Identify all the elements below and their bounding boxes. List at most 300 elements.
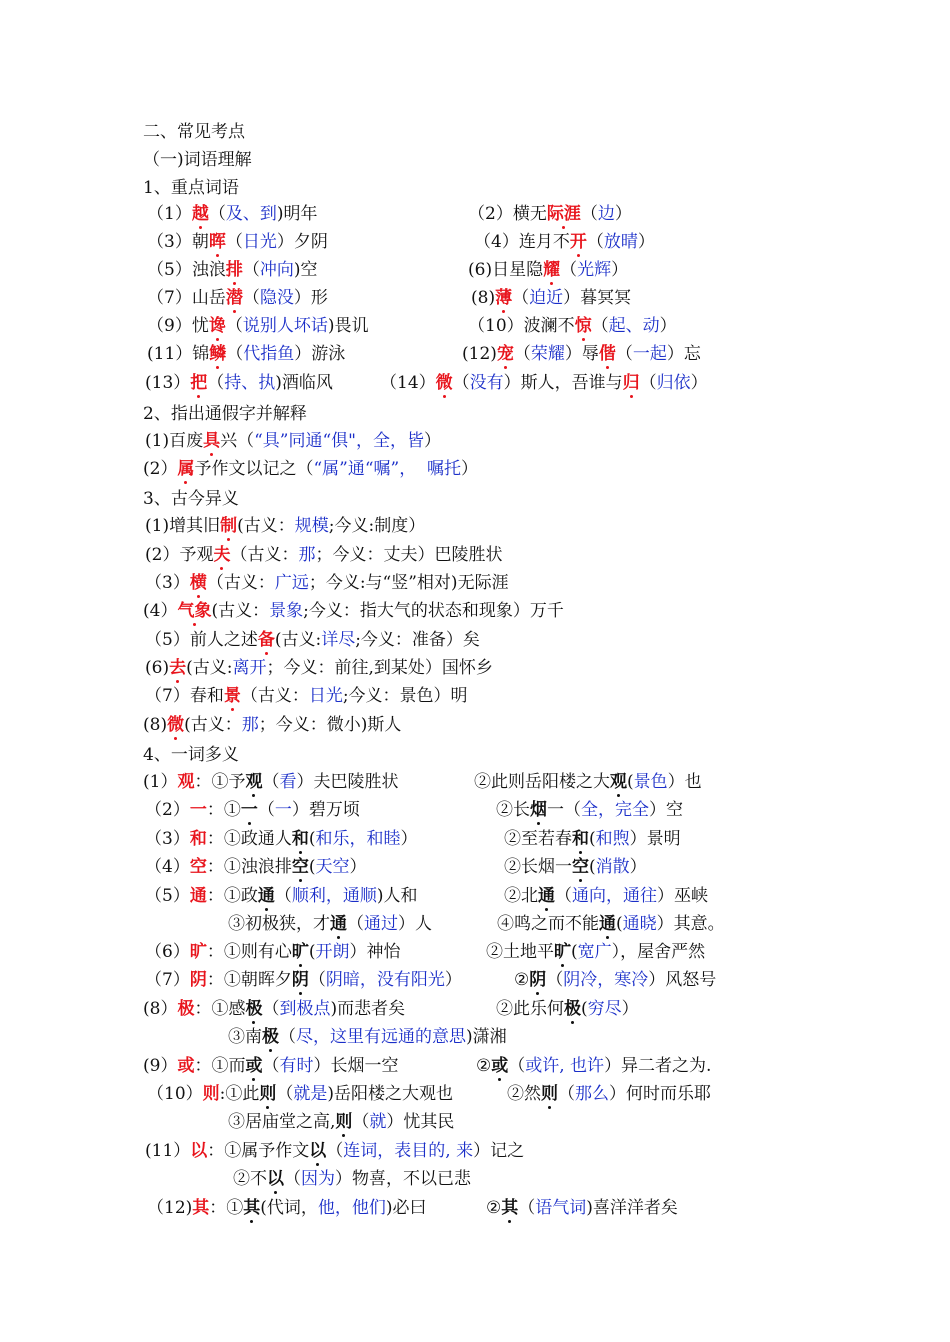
text-line [143,998,405,1020]
line-text: ( [616,914,623,934]
key-word: 鳞 [209,344,227,364]
key-word: 际涯 [546,204,581,224]
key-word-instance: 极 [564,999,581,1019]
line-text: （7） [145,970,190,990]
line-text: ：①朝晖夕 [206,970,292,990]
line-text: ：① [209,1198,244,1218]
line-text: ( [581,999,588,1019]
definition-text: “属”通“嘱”， 嘱托 [313,459,462,479]
definition-text: 语气词 [535,1198,587,1218]
text-line [504,856,647,878]
text-line [143,600,564,622]
text-line [145,572,509,594]
line-text: ）物喜，不以已悲 [335,1169,471,1189]
definition-text: 广远 [274,573,309,593]
line-text: )喜洋洋者矣 [586,1198,678,1218]
line-text: ；今义：丈夫）巴陵胜状 [315,545,503,565]
line-text: ：① [206,800,241,820]
definition-text: 或许, 也许 [525,1056,605,1076]
line-text: (6) [145,658,170,678]
line-text: ）长烟一空 [313,1056,399,1076]
definition-text: 迫近 [529,288,564,308]
line-text: ：①感 [194,999,246,1019]
key-word: 其 [192,1198,210,1218]
text-line [145,941,400,963]
text-line [147,259,317,281]
definition-text: 有时 [279,1056,314,1076]
line-text: （ [276,1084,294,1104]
text-line [474,771,702,793]
line-text: （5）浊浪 [147,260,226,280]
line-text: ②至若春 [504,829,572,849]
line-text: （ [225,316,243,336]
line-text: ③初极狭，才 [228,914,330,934]
line-text: :①此 [219,1084,260,1104]
line-text: ）神怡 [349,942,401,962]
key-word: 一 [189,800,207,820]
definition-text: 一 [274,800,292,820]
line-text: ）记之 [473,1141,525,1161]
line-text: (4） [143,601,178,621]
line-text: )岳阳楼之大观也 [327,1084,454,1104]
line-text: （9）忧 [147,316,209,336]
definition-text: 看 [279,772,297,792]
definition-text: “具”同通“俱"，全，皆 [254,431,424,451]
line-text: )酒临风 [275,373,333,393]
line-text: ;今义：指大气的状态和现象）万千 [303,601,564,621]
line-text: ( [571,942,578,962]
definition-text: 冲向 [259,260,294,280]
definition-text: 离开 [232,658,267,678]
key-word-instance: 空 [572,857,589,877]
line-text: （ [639,373,657,393]
line-text: ） [424,431,441,451]
key-word-instance: 和 [572,829,589,849]
line-text: (古义： [184,715,242,735]
text-line [380,372,708,394]
key-word: 观 [177,772,195,792]
line-text: )潇湘 [466,1027,507,1047]
line-text: (2）予观 [145,545,214,565]
line-text: )而悲者矣 [330,999,406,1019]
text-line [145,544,502,566]
text-line [143,403,307,425]
line-text: ( [589,857,596,877]
line-text: ；今义：前往,到某处）国怀乡 [266,658,493,678]
key-word-instance: 以 [267,1169,284,1189]
line-text: （3） [145,573,190,593]
definition-text: 边 [597,204,615,224]
key-word-instance: 以 [309,1141,327,1161]
line-text: ）辱 [564,344,599,364]
line-text: ( [308,829,316,849]
line-text: （5） [145,886,190,906]
text-line [496,799,683,821]
line-text: ）风怒号 [648,970,717,990]
line-text: 予作文以记之（ [194,459,314,479]
line-text: ：①属予作文 [207,1141,310,1161]
key-word: 夫 [213,545,231,565]
text-line [486,941,705,963]
line-text: ） [690,373,708,393]
text-line [147,203,317,225]
definition-text: 通晓 [622,914,657,934]
key-word: 旷 [189,942,207,962]
line-text: （ [555,886,572,906]
line-text: ） [614,204,632,224]
line-text: ③居庙堂之高, [228,1112,336,1132]
definition-text: 日光 [308,686,343,706]
definition-text: 和煦 [595,829,630,849]
key-word: 空 [189,857,207,877]
line-text: （ [262,999,280,1019]
text-line [471,287,631,309]
key-word: 以 [190,1141,208,1161]
key-word: 阴 [189,970,207,990]
line-text: （ [347,914,364,934]
line-text: ）空 [649,800,683,820]
key-word: 偕 [598,344,616,364]
line-text: ）人 [398,914,432,934]
text-line [468,203,632,225]
text-line [486,1197,678,1219]
line-text: 二、常见考点 [143,122,245,142]
definition-text: 光辉 [577,260,612,280]
line-text: （2） [145,800,190,820]
line-text: 一（ [547,800,581,820]
key-word: 微 [167,715,185,735]
line-text: ：①而 [194,1056,246,1076]
line-text: （14） [380,373,436,393]
line-text: )明年 [276,204,318,224]
definition-text: 荣耀 [530,344,565,364]
key-word-instance: 通 [538,886,555,906]
key-word: 排 [225,260,243,280]
line-text: 4、一词多义 [143,745,239,765]
definition-text: 因为 [301,1169,335,1189]
text-line [143,149,252,171]
key-word: 谗 [208,316,226,336]
line-text: ④鸣之而不能 [497,914,599,934]
definition-text: 到极点 [279,999,331,1019]
line-text: (11）锦 [147,344,210,364]
line-text: (8) [143,715,168,735]
definition-text: 宽广 [577,942,612,962]
line-text: （ [546,970,564,990]
definition-text: 一起 [632,344,667,364]
definition-text: 持、执 [224,373,276,393]
key-word-instance: 烟 [530,800,547,820]
key-word: 气象 [177,601,212,621]
key-word: 归 [622,373,640,393]
key-word: 通 [189,886,207,906]
key-word-instance: 则 [335,1112,353,1132]
line-text: （ [226,344,244,364]
line-text: ;今义：景色）明 [342,686,468,706]
text-line [145,657,493,679]
definition-text: 说别人坏话 [242,316,328,336]
line-text: （ [615,344,633,364]
line-text: （ [279,1027,296,1047]
line-text: （10） [147,1084,203,1104]
key-word-instance: 通 [330,914,347,934]
text-line [145,372,333,394]
line-text: ）夕阴 [276,232,328,252]
line-text: （1） [147,204,192,224]
definition-text: 顺利，通顺 [291,886,377,906]
line-text: ：①则有心 [206,942,292,962]
text-line [147,315,368,337]
definition-text: 通过 [364,914,398,934]
line-text: ( [627,772,634,792]
key-word: 微 [435,373,453,393]
text-line [145,799,360,821]
line-text: ）忧其民 [386,1112,455,1132]
text-line [143,177,239,199]
key-word: 制 [220,516,238,536]
definition-text: 天空 [315,857,350,877]
key-word-instance: 或 [245,1056,263,1076]
line-text: ②长烟一 [504,857,572,877]
definition-text: 隐没 [259,288,294,308]
line-text: （ [580,204,598,224]
line-text: ），屋舍严然 [611,942,706,962]
line-text: （3）朝 [147,232,209,252]
line-text: (古义: [274,630,322,650]
key-word-instance: 通 [257,886,275,906]
key-word: 或 [177,1056,195,1076]
line-text: ② [476,1056,492,1076]
line-text: 3、古今异义 [143,489,239,509]
line-text: （ [352,1112,370,1132]
key-word-instance: 则 [259,1084,277,1104]
definition-text: 代指鱼 [243,344,295,364]
line-text: （4） [145,857,190,877]
text-line [145,430,441,452]
line-text: (古义： [237,516,295,536]
line-text: ；今义：微小)斯人 [258,715,402,735]
line-text: 兴（ [220,431,255,451]
line-text: ( [589,829,596,849]
text-line [476,1055,711,1077]
definition-text: 和乐，和睦 [315,829,401,849]
line-text: （ [242,260,260,280]
text-line [514,969,716,991]
key-word-instance: 通 [599,914,616,934]
line-text: ） [621,999,639,1019]
definition-text: 详尽 [321,630,356,650]
key-word: 潜 [225,288,243,308]
text-line [474,231,655,253]
line-text: (6)日星隐 [468,260,544,280]
text-line [228,913,432,935]
line-text: ） [659,316,677,336]
line-text: (1)增其旧 [145,516,221,536]
text-line [145,685,468,707]
text-line [147,231,328,253]
line-text: ） [400,829,418,849]
line-text: ( [308,942,316,962]
line-text: （ [508,1056,526,1076]
line-text: ）异二者之为. [604,1056,712,1076]
text-line [145,828,417,850]
line-text: (1)百废 [145,431,204,451]
line-text: （5）前人之述 [145,630,258,650]
line-text: （ [512,288,530,308]
key-word-instance: 阴 [529,970,547,990]
line-text: ）景明 [629,829,681,849]
text-line [143,1055,398,1077]
line-text: (代词， [260,1198,318,1218]
definition-text: 开朗 [315,942,350,962]
line-text: ）夫巴陵胜状 [296,772,399,792]
line-text: ：①政通人 [206,829,292,849]
line-text: (古义： [211,601,270,621]
definition-text: 放晴 [603,232,638,252]
line-text: ）忘 [666,344,701,364]
key-word: 越 [191,204,209,224]
key-word-instance: 观 [610,772,627,792]
line-text: （ [208,204,226,224]
text-line [468,259,628,281]
text-line [147,343,345,365]
definition-text: 日光 [242,232,277,252]
line-text: （10）波澜不 [468,316,575,336]
line-text: ②长 [496,800,530,820]
key-word-instance: 旷 [291,942,309,962]
text-line [145,885,417,907]
line-text: （12) [147,1198,193,1218]
text-line [504,885,708,907]
key-word: 薄 [495,288,513,308]
text-line [496,998,639,1020]
line-text: （ [207,373,225,393]
text-line [143,714,401,736]
line-text: ② [486,1198,502,1218]
line-text: ） [444,970,462,990]
line-text: ） [349,857,367,877]
key-word: 备 [257,630,275,650]
line-text: ）巫峡 [657,886,708,906]
key-word-instance: 和 [291,829,309,849]
line-text: （古义： [206,573,275,593]
key-word-instance: 极 [262,1027,279,1047]
line-text: （ [513,344,531,364]
line-text: ）其意。 [656,914,725,934]
line-text: ）暮冥冥 [563,288,632,308]
line-text: ②不 [233,1169,267,1189]
key-word-instance: 阴 [291,970,309,990]
line-text: ②土地平 [486,942,554,962]
line-text: （ [262,1056,280,1076]
line-text: (13） [145,373,191,393]
text-line [147,287,328,309]
line-text: ） [629,857,647,877]
line-text: (1） [143,772,178,792]
key-word: 去 [169,658,187,678]
key-word: 则 [202,1084,220,1104]
line-text: （ [262,772,280,792]
definition-text: 他，他们 [317,1198,386,1218]
line-text: ②此则岳阳楼之大 [474,772,610,792]
line-text: （ [558,1084,575,1104]
text-line [507,1083,711,1105]
key-word: 极 [177,999,195,1019]
key-word-instance: 旷 [554,942,571,962]
line-text: ;今义：准备）矣 [355,630,480,650]
definition-text: 穷尽 [587,999,622,1019]
line-text: ( [308,857,316,877]
line-text: （ [586,232,604,252]
definition-text: 那 [298,545,316,565]
line-text: ：①予 [194,772,246,792]
definition-text: 尽，这里有远通的意思 [296,1027,466,1047]
line-text: （6） [145,942,190,962]
definition-text: 那么 [575,1084,609,1104]
definition-text: 归依 [656,373,691,393]
line-text: 1、重点词语 [143,178,239,198]
definition-text: 规模 [294,516,329,536]
line-text: （7）山岳 [147,288,226,308]
key-word-instance: 观 [245,772,263,792]
line-text: (古义: [186,658,233,678]
line-text: ） [611,260,629,280]
key-word: 开 [569,232,587,252]
line-text: (12) [462,344,497,364]
key-word-instance: 其 [243,1198,261,1218]
text-line [145,1140,524,1162]
definition-text: 起、动 [608,316,660,336]
line-text: （ [257,800,275,820]
line-text: （7）春和 [145,686,224,706]
definition-text: 通向，通往 [572,886,657,906]
key-word-instance: 空 [291,857,309,877]
line-text: (2） [143,459,178,479]
key-word-instance: 或 [491,1056,509,1076]
definition-text: 景象 [269,601,304,621]
line-text: （ [308,970,326,990]
line-text: ;今义:制度） [328,516,426,536]
definition-text: 全，完全 [581,800,649,820]
text-line [145,856,366,878]
definition-text: 消散 [595,857,630,877]
key-word: 惊 [574,316,592,336]
line-text: （ [518,1198,536,1218]
key-word-instance: 一 [240,800,258,820]
definition-text: 景色 [633,772,668,792]
key-word: 耀 [543,260,561,280]
definition-text: 连词，表目的, 来 [343,1141,474,1161]
line-text: （4）连月不 [474,232,570,252]
text-line [143,121,245,143]
line-text: （ [452,373,470,393]
definition-text: 那 [241,715,259,735]
line-text: （古义： [240,686,309,706]
text-line [468,315,677,337]
key-word: 把 [190,373,208,393]
line-text: （ [284,1169,301,1189]
text-line [143,488,239,510]
line-text: （ [225,232,243,252]
text-line [497,913,725,935]
line-text: ；今义:与“竖”相对)无际涯 [308,573,509,593]
line-text: )人和 [376,886,418,906]
line-text: （一)词语理解 [143,150,252,170]
text-line [143,771,398,793]
line-text: ②然 [507,1084,541,1104]
line-text: （ [591,316,609,336]
line-text: (11） [145,1141,191,1161]
